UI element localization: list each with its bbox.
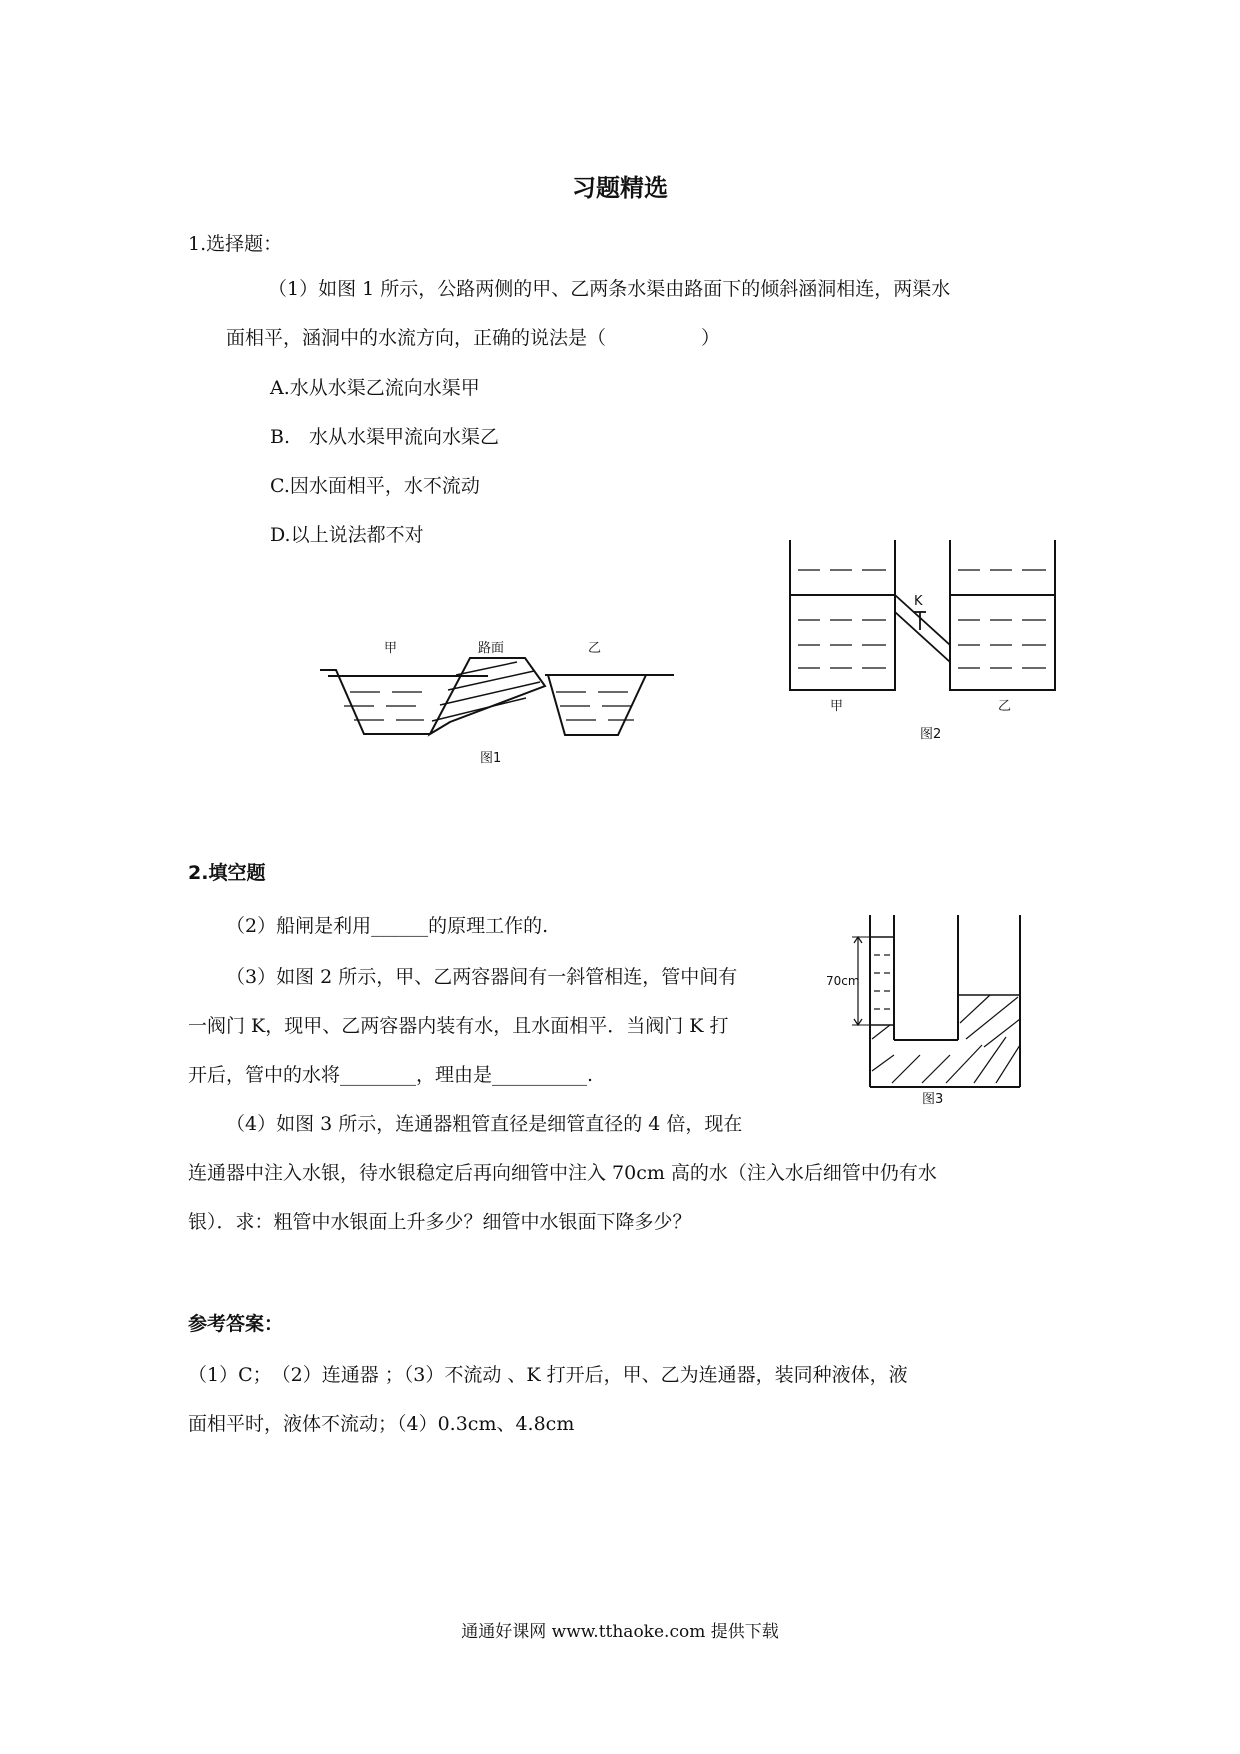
answers-heading: 参考答案： <box>188 1313 284 1335</box>
figure3-connected-vessel-diagram <box>826 915 1030 1107</box>
question4-line3: 银）．求：粗管中水银面上升多少？细管中水银面下降多少？ <box>188 1211 692 1233</box>
section2-heading: 2.填空题 <box>188 862 266 884</box>
option-c: C.因水面相平，水不流动 <box>270 475 480 497</box>
question3-line3: 开后，管中的水将________，理由是__________. <box>188 1064 594 1086</box>
question3-line1: （3）如图 2 所示，甲、乙两容器间有一斜管相连，管中间有 <box>226 966 738 988</box>
option-a: A.水从水渠乙流向水渠甲 <box>270 377 480 399</box>
section1-heading: 1.选择题： <box>188 233 283 255</box>
figure1-label-road: 路面 <box>478 641 505 656</box>
figure1-canal-diagram <box>320 630 680 770</box>
figure2-caption: 图2 <box>920 727 942 742</box>
figure2-valve-label: K <box>914 594 923 609</box>
question4-line1: （4）如图 3 所示，连通器粗管直径是细管直径的 4 倍，现在 <box>226 1113 743 1135</box>
option-d: D.以上说法都不对 <box>270 524 424 546</box>
figure2-label-left: 甲 <box>830 699 844 714</box>
answers-line2: 面相平时，液体不流动；（4）0.3cm、4.8cm <box>188 1413 575 1435</box>
figure3-caption: 图3 <box>922 1092 944 1107</box>
option-b: B. 水从水渠甲流向水渠乙 <box>270 426 500 448</box>
figure3-height-label: 70cm <box>826 974 860 988</box>
question1-line2: 面相平，涵洞中的水流方向，正确的说法是（ ） <box>226 327 721 349</box>
figure2-label-right: 乙 <box>998 699 1012 714</box>
footer-credit: 通通好课网 www.tthaoke.com 提供下载 <box>461 1622 779 1642</box>
page-title: 习题精选 <box>572 174 668 202</box>
question4-line2: 连通器中注入水银，待水银稳定后再向细管中注入 70cm 高的水（注入水后细管中仍有水 <box>188 1162 937 1184</box>
figure1-caption: 图1 <box>480 751 502 766</box>
figure2-containers-diagram <box>790 540 1090 745</box>
figure1-label-left: 甲 <box>384 641 398 656</box>
answers-line1: （1）C； （2）连通器 ；（3）不流动 、K 打开后，甲、乙为连通器，装同种液体，液 <box>188 1364 908 1386</box>
figure1-label-right: 乙 <box>588 641 602 656</box>
question1-line1: （1）如图 1 所示，公路两侧的甲、乙两条水渠由路面下的倾斜涵洞相连，两渠水 <box>268 278 951 300</box>
question3-line2: 一阀门 K，现甲、乙两容器内装有水，且水面相平．当阀门 K 打 <box>188 1015 729 1037</box>
question2: （2）船闸是利用______的原理工作的. <box>226 915 549 937</box>
